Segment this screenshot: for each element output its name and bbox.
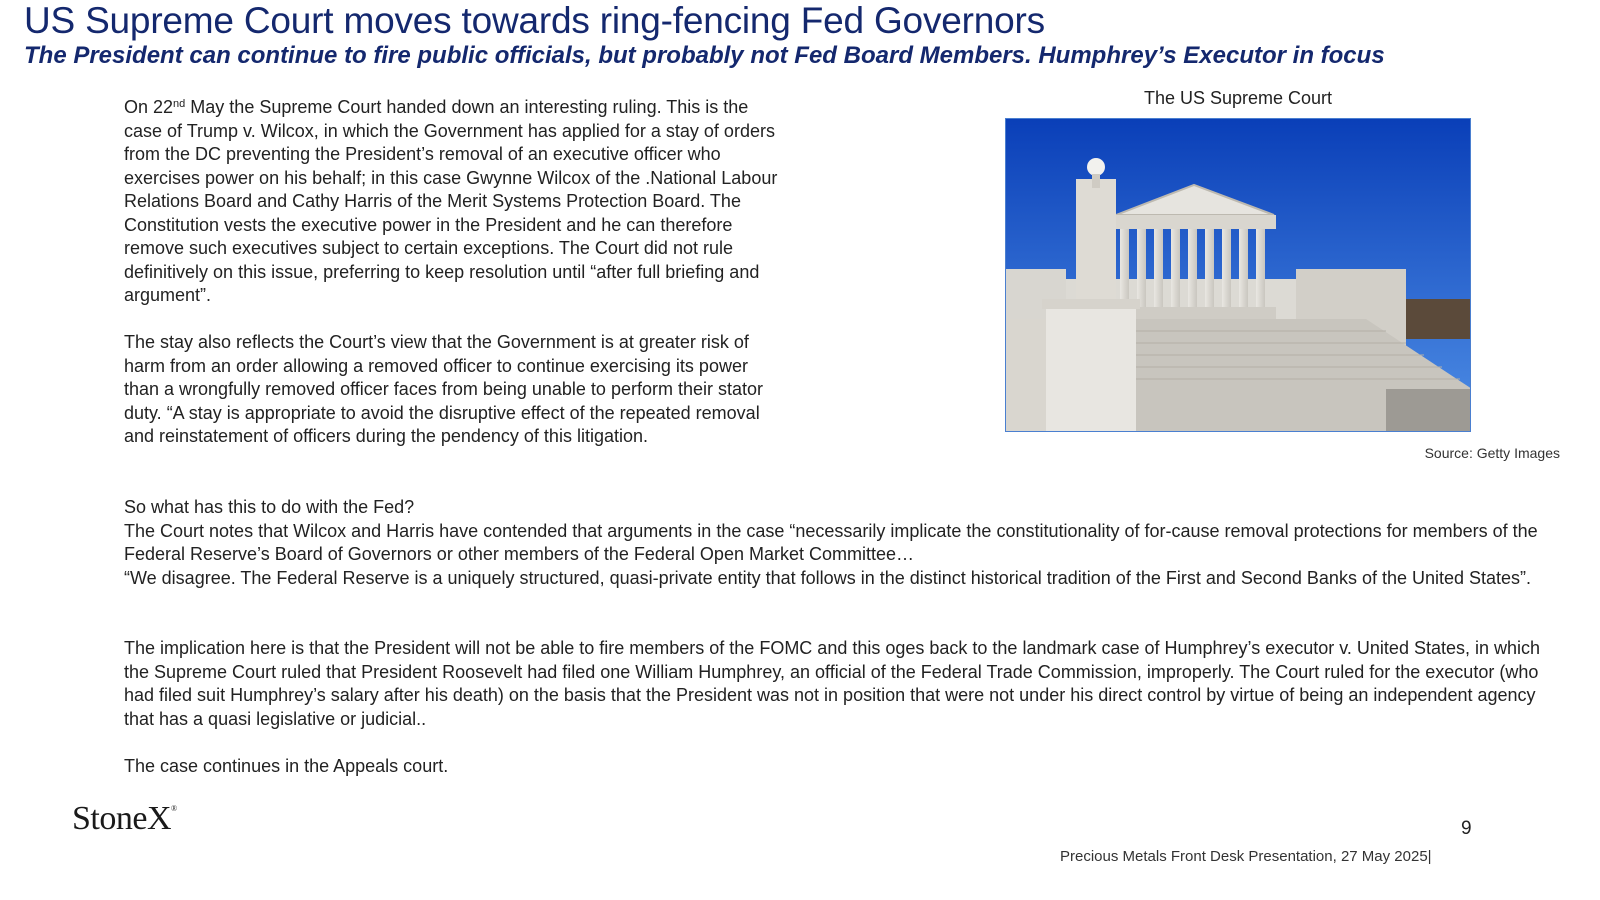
paragraph-stay: The stay also reflects the Court’s view that the Government is at greater risk of harm from an order allowing a removed officer to continue exercising its power than a wrongfully removed officer faces from being unable to perform their stator duty. “A stay is appropriate to avoid the disruptive effect of the repeated removal and reinstatement of officers during the pendency of this litigation. xyxy=(124,332,763,446)
paragraph-ruling-text: May the Supreme Court handed down an interesting ruling. This is the case of Trump v. Wilcox, in which the Government has applied for a stay of orders from the DC preventing the President’s removal of an executive officer who exercises power on his behalf; in this case Gwynne Wilcox of the .National Labour Relations Board and Cathy Harris of the Merit Systems Protection Board. The Constitution vests the executive power in the President and he can therefore remove such executives subject to certain exceptions. The Court did not rule definitively on this issue, preferring to keep resolution until “after full briefing and argument”. xyxy=(124,97,778,305)
registered-mark: ® xyxy=(171,804,177,813)
stonex-logo xyxy=(72,800,177,838)
court-quote-line: “We disagree. The Federal Reserve is a uniquely structured, quasi-private entity that follows in the distinct historical tradition of the First and Second Banks of the United States”. xyxy=(124,567,1532,588)
paragraph-ruling-prefix: On 22 xyxy=(124,97,174,117)
footer-presentation-label: Precious Metals Front Desk Presentation, 27 May 2025| xyxy=(1060,848,1432,865)
fed-question-line: So what has this to do with the Fed? xyxy=(124,497,415,517)
logo-text: StoneX xyxy=(72,800,171,837)
page-number: 9 xyxy=(1461,818,1472,839)
court-notes-line: The Court notes that Wilcox and Harris have contended that arguments in the case “necessarily implicate the constitutionality of for-cause removal protections for members of the Federal Reserve’s Board of Governors or other members of the Federal Open Market Committee… xyxy=(124,520,1538,564)
figure-caption: The US Supreme Court xyxy=(1143,88,1333,108)
paragraph-fed-question xyxy=(124,496,1544,590)
image-source: Source: Getty Images xyxy=(1424,445,1560,461)
paragraph-ruling xyxy=(124,96,779,308)
supreme-court-illustration xyxy=(1006,119,1471,432)
paragraph-conclusion: The case continues in the Appeals court. xyxy=(124,756,449,776)
supreme-court-photo xyxy=(1005,118,1471,432)
ordinal-suffix: nd xyxy=(173,98,186,110)
paragraph-implication: The implication here is that the President will not be able to fire members of the FOMC and this oges back to the landmark case of Humphrey’s executor v. United States, in which the Supreme Court ruled that President Roosevelt had filed one William Humphrey, an official of the Federal Trade Commission, improperly. The Court ruled for the executor (who had filed suit Humphrey’s salary after his death) on the basis that the President was not in position that were not under his direct control by virtue of being an independent agency that has a quasi legislative or judicial.. xyxy=(124,638,1541,729)
slide-subtitle: The President can continue to fire public officials, but probably not Fed Board Members. Humphrey’s Executor in focus xyxy=(24,42,1385,69)
slide-title: US Supreme Court moves towards ring-fencing Fed Governors xyxy=(24,0,1045,41)
